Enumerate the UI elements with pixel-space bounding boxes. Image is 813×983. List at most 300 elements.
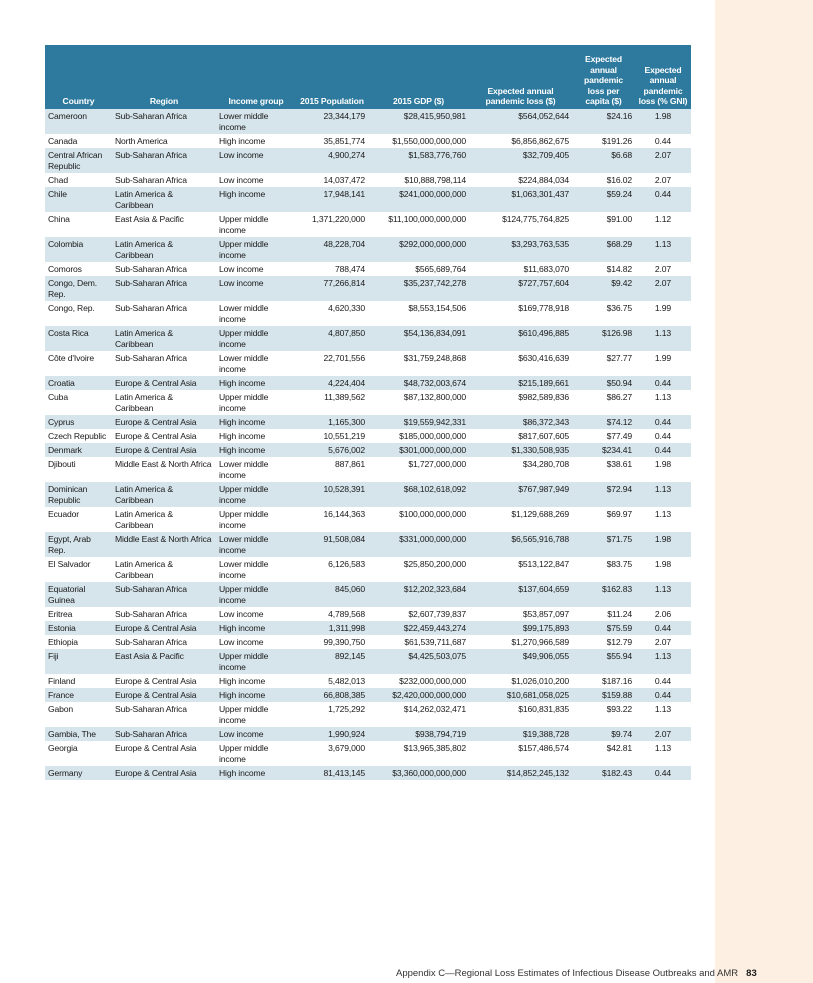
table-row xyxy=(45,429,691,443)
cell-region: Latin America & Caribbean xyxy=(112,187,216,212)
header-region: Region xyxy=(112,45,216,109)
cell-gdp: $100,000,000,000 xyxy=(368,507,469,532)
cell-country: Côte d'Ivoire xyxy=(45,351,112,376)
cell-income-group: Upper middle income xyxy=(216,326,296,351)
cell-loss-per-capita: $42.81 xyxy=(572,741,635,766)
cell-country: Equatorial Guinea xyxy=(45,582,112,607)
cell-region: Sub-Saharan Africa xyxy=(112,727,216,741)
cell-population: 81,413,145 xyxy=(296,766,368,780)
cell-loss-gni: 0.44 xyxy=(635,429,691,443)
cell-expected-loss: $157,486,574 xyxy=(469,741,572,766)
cell-region: North America xyxy=(112,134,216,148)
cell-loss-per-capita: $24.16 xyxy=(572,109,635,134)
cell-loss-per-capita: $187.16 xyxy=(572,674,635,688)
table-row xyxy=(45,148,691,173)
cell-expected-loss: $99,175,893 xyxy=(469,621,572,635)
cell-expected-loss: $215,189,661 xyxy=(469,376,572,390)
cell-gdp: $35,237,742,278 xyxy=(368,276,469,301)
cell-country: Cyprus xyxy=(45,415,112,429)
cell-population: 4,789,568 xyxy=(296,607,368,621)
cell-expected-loss: $11,683,070 xyxy=(469,262,572,276)
cell-region: Sub-Saharan Africa xyxy=(112,301,216,326)
cell-income-group: Lower middle income xyxy=(216,532,296,557)
cell-loss-gni: 1.13 xyxy=(635,507,691,532)
table-row xyxy=(45,532,691,557)
cell-country: France xyxy=(45,688,112,702)
cell-region: Latin America & Caribbean xyxy=(112,390,216,415)
cell-loss-gni: 2.07 xyxy=(635,262,691,276)
cell-loss-gni: 0.44 xyxy=(635,415,691,429)
cell-loss-per-capita: $69.97 xyxy=(572,507,635,532)
cell-country: Finland xyxy=(45,674,112,688)
table-row xyxy=(45,607,691,621)
cell-region: Sub-Saharan Africa xyxy=(112,607,216,621)
cell-expected-loss: $982,589,836 xyxy=(469,390,572,415)
table-row xyxy=(45,376,691,390)
cell-population: 14,037,472 xyxy=(296,173,368,187)
cell-income-group: Low income xyxy=(216,173,296,187)
table-row xyxy=(45,457,691,482)
cell-loss-per-capita: $36.75 xyxy=(572,301,635,326)
table-row xyxy=(45,237,691,262)
cell-population: 77,266,814 xyxy=(296,276,368,301)
cell-gdp: $31,759,248,868 xyxy=(368,351,469,376)
cell-country: Chile xyxy=(45,187,112,212)
table-row xyxy=(45,727,691,741)
cell-expected-loss: $10,681,058,025 xyxy=(469,688,572,702)
cell-gdp: $331,000,000,000 xyxy=(368,532,469,557)
table-row xyxy=(45,443,691,457)
cell-income-group: High income xyxy=(216,766,296,780)
cell-population: 1,311,998 xyxy=(296,621,368,635)
cell-population: 1,371,220,000 xyxy=(296,212,368,237)
cell-gdp: $61,539,711,687 xyxy=(368,635,469,649)
cell-expected-loss: $137,604,659 xyxy=(469,582,572,607)
table-row xyxy=(45,557,691,582)
cell-gdp: $301,000,000,000 xyxy=(368,443,469,457)
cell-expected-loss: $767,987,949 xyxy=(469,482,572,507)
cell-loss-gni: 1.13 xyxy=(635,326,691,351)
table-row xyxy=(45,649,691,674)
cell-population: 845,060 xyxy=(296,582,368,607)
cell-income-group: High income xyxy=(216,429,296,443)
cell-country: Djibouti xyxy=(45,457,112,482)
cell-loss-gni: 0.44 xyxy=(635,674,691,688)
table-header-row xyxy=(45,45,691,109)
cell-expected-loss: $1,063,301,437 xyxy=(469,187,572,212)
cell-loss-per-capita: $16.02 xyxy=(572,173,635,187)
cell-income-group: Upper middle income xyxy=(216,237,296,262)
cell-expected-loss: $34,280,708 xyxy=(469,457,572,482)
cell-loss-per-capita: $68.29 xyxy=(572,237,635,262)
cell-region: Latin America & Caribbean xyxy=(112,557,216,582)
cell-region: Europe & Central Asia xyxy=(112,674,216,688)
cell-loss-per-capita: $27.77 xyxy=(572,351,635,376)
cell-income-group: Upper middle income xyxy=(216,649,296,674)
cell-loss-gni: 1.13 xyxy=(635,582,691,607)
table-row xyxy=(45,507,691,532)
cell-loss-gni: 1.99 xyxy=(635,301,691,326)
cell-gdp: $10,888,798,114 xyxy=(368,173,469,187)
cell-gdp: $8,553,154,506 xyxy=(368,301,469,326)
cell-population: 1,725,292 xyxy=(296,702,368,727)
page-number: 83 xyxy=(746,968,757,979)
cell-loss-gni: 0.44 xyxy=(635,688,691,702)
cell-region: Europe & Central Asia xyxy=(112,688,216,702)
cell-population: 48,228,704 xyxy=(296,237,368,262)
cell-loss-per-capita: $86.27 xyxy=(572,390,635,415)
cell-loss-gni: 0.44 xyxy=(635,621,691,635)
page-footer xyxy=(396,968,757,979)
cell-country: Congo, Rep. xyxy=(45,301,112,326)
cell-region: Sub-Saharan Africa xyxy=(112,173,216,187)
cell-expected-loss: $1,270,966,589 xyxy=(469,635,572,649)
cell-gdp: $54,136,834,091 xyxy=(368,326,469,351)
header-income-group: Income group xyxy=(216,45,296,109)
cell-loss-per-capita: $74.12 xyxy=(572,415,635,429)
cell-loss-per-capita: $162.83 xyxy=(572,582,635,607)
cell-expected-loss: $53,857,097 xyxy=(469,607,572,621)
cell-loss-gni: 0.44 xyxy=(635,766,691,780)
cell-loss-gni: 0.44 xyxy=(635,443,691,457)
cell-population: 23,344,179 xyxy=(296,109,368,134)
cell-country: Chad xyxy=(45,173,112,187)
cell-loss-per-capita: $126.98 xyxy=(572,326,635,351)
cell-income-group: Upper middle income xyxy=(216,582,296,607)
cell-country: Fiji xyxy=(45,649,112,674)
cell-gdp: $232,000,000,000 xyxy=(368,674,469,688)
cell-expected-loss: $564,052,644 xyxy=(469,109,572,134)
cell-loss-gni: 2.07 xyxy=(635,635,691,649)
cell-income-group: High income xyxy=(216,674,296,688)
cell-loss-per-capita: $182.43 xyxy=(572,766,635,780)
cell-population: 10,551,219 xyxy=(296,429,368,443)
cell-loss-per-capita: $38.61 xyxy=(572,457,635,482)
cell-income-group: Low income xyxy=(216,607,296,621)
cell-loss-per-capita: $91.00 xyxy=(572,212,635,237)
cell-region: Europe & Central Asia xyxy=(112,429,216,443)
cell-population: 16,144,363 xyxy=(296,507,368,532)
cell-region: Europe & Central Asia xyxy=(112,415,216,429)
cell-gdp: $3,360,000,000,000 xyxy=(368,766,469,780)
table-row xyxy=(45,415,691,429)
cell-income-group: High income xyxy=(216,688,296,702)
cell-region: Latin America & Caribbean xyxy=(112,237,216,262)
cell-income-group: High income xyxy=(216,415,296,429)
header-loss-per-capita: Expected annual pandemic loss per capita ($) xyxy=(572,45,635,109)
cell-region: Sub-Saharan Africa xyxy=(112,635,216,649)
cell-gdp: $28,415,950,981 xyxy=(368,109,469,134)
cell-expected-loss: $19,388,728 xyxy=(469,727,572,741)
cell-country: Denmark xyxy=(45,443,112,457)
cell-expected-loss: $1,330,508,935 xyxy=(469,443,572,457)
cell-loss-per-capita: $234.41 xyxy=(572,443,635,457)
cell-loss-gni: 0.44 xyxy=(635,187,691,212)
cell-loss-gni: 1.13 xyxy=(635,702,691,727)
cell-income-group: Upper middle income xyxy=(216,702,296,727)
cell-loss-per-capita: $14.82 xyxy=(572,262,635,276)
cell-loss-gni: 1.98 xyxy=(635,532,691,557)
cell-expected-loss: $727,757,604 xyxy=(469,276,572,301)
cell-loss-gni: 1.13 xyxy=(635,390,691,415)
cell-expected-loss: $124,775,764,825 xyxy=(469,212,572,237)
cell-gdp: $87,132,800,000 xyxy=(368,390,469,415)
table-row xyxy=(45,635,691,649)
table-row xyxy=(45,212,691,237)
cell-expected-loss: $513,122,847 xyxy=(469,557,572,582)
cell-population: 4,900,274 xyxy=(296,148,368,173)
table-row xyxy=(45,688,691,702)
cell-loss-gni: 1.13 xyxy=(635,237,691,262)
table-row xyxy=(45,482,691,507)
cell-gdp: $565,689,764 xyxy=(368,262,469,276)
cell-country: Dominican Republic xyxy=(45,482,112,507)
cell-income-group: Upper middle income xyxy=(216,482,296,507)
cell-loss-per-capita: $83.75 xyxy=(572,557,635,582)
cell-income-group: Low income xyxy=(216,276,296,301)
cell-income-group: Lower middle income xyxy=(216,457,296,482)
cell-income-group: Low income xyxy=(216,262,296,276)
cell-region: Sub-Saharan Africa xyxy=(112,582,216,607)
cell-region: Sub-Saharan Africa xyxy=(112,109,216,134)
cell-loss-gni: 1.13 xyxy=(635,741,691,766)
cell-country: Gabon xyxy=(45,702,112,727)
cell-loss-gni: 2.07 xyxy=(635,727,691,741)
footer-text: Appendix C—Regional Loss Estimates of Infectious Disease Outbreaks and AMR xyxy=(396,968,739,979)
cell-income-group: High income xyxy=(216,443,296,457)
table-row xyxy=(45,674,691,688)
cell-region: East Asia & Pacific xyxy=(112,649,216,674)
table-row xyxy=(45,766,691,780)
cell-income-group: Upper middle income xyxy=(216,741,296,766)
cell-expected-loss: $224,884,034 xyxy=(469,173,572,187)
table-row xyxy=(45,390,691,415)
cell-expected-loss: $6,565,916,788 xyxy=(469,532,572,557)
cell-region: Europe & Central Asia xyxy=(112,443,216,457)
cell-country: Ecuador xyxy=(45,507,112,532)
cell-population: 892,145 xyxy=(296,649,368,674)
cell-region: Latin America & Caribbean xyxy=(112,326,216,351)
cell-expected-loss: $49,906,055 xyxy=(469,649,572,674)
cell-loss-per-capita: $71.75 xyxy=(572,532,635,557)
table-row xyxy=(45,326,691,351)
cell-gdp: $13,965,385,802 xyxy=(368,741,469,766)
header-loss-gni: Expected annual pandemic loss (% GNI) xyxy=(635,45,691,109)
cell-income-group: High income xyxy=(216,187,296,212)
cell-loss-gni: 1.98 xyxy=(635,557,691,582)
cell-income-group: Lower middle income xyxy=(216,301,296,326)
cell-region: Sub-Saharan Africa xyxy=(112,148,216,173)
cell-region: Europe & Central Asia xyxy=(112,741,216,766)
cell-loss-per-capita: $50.94 xyxy=(572,376,635,390)
cell-loss-gni: 2.07 xyxy=(635,148,691,173)
cell-country: Central African Republic xyxy=(45,148,112,173)
cell-loss-gni: 2.07 xyxy=(635,276,691,301)
cell-population: 4,224,404 xyxy=(296,376,368,390)
cell-population: 5,482,013 xyxy=(296,674,368,688)
cell-loss-gni: 1.99 xyxy=(635,351,691,376)
cell-country: Estonia xyxy=(45,621,112,635)
cell-loss-gni: 2.07 xyxy=(635,173,691,187)
cell-loss-per-capita: $93.22 xyxy=(572,702,635,727)
side-color-band xyxy=(715,0,813,983)
cell-country: Croatia xyxy=(45,376,112,390)
cell-expected-loss: $3,293,763,535 xyxy=(469,237,572,262)
cell-loss-gni: 1.13 xyxy=(635,482,691,507)
table-row xyxy=(45,262,691,276)
table-body xyxy=(45,109,691,780)
cell-gdp: $68,102,618,092 xyxy=(368,482,469,507)
cell-region: Latin America & Caribbean xyxy=(112,507,216,532)
cell-loss-per-capita: $6.68 xyxy=(572,148,635,173)
cell-income-group: High income xyxy=(216,621,296,635)
cell-gdp: $14,262,032,471 xyxy=(368,702,469,727)
cell-country: Comoros xyxy=(45,262,112,276)
cell-expected-loss: $630,416,639 xyxy=(469,351,572,376)
cell-gdp: $938,794,719 xyxy=(368,727,469,741)
cell-region: Latin America & Caribbean xyxy=(112,482,216,507)
table-row xyxy=(45,621,691,635)
header-population: 2015 Population xyxy=(296,45,368,109)
cell-country: Gambia, The xyxy=(45,727,112,741)
cell-country: Canada xyxy=(45,134,112,148)
cell-gdp: $22,459,443,274 xyxy=(368,621,469,635)
table-row xyxy=(45,702,691,727)
cell-region: Europe & Central Asia xyxy=(112,621,216,635)
cell-country: Germany xyxy=(45,766,112,780)
cell-loss-gni: 1.12 xyxy=(635,212,691,237)
cell-loss-per-capita: $12.79 xyxy=(572,635,635,649)
cell-income-group: Low income xyxy=(216,635,296,649)
table-row xyxy=(45,301,691,326)
cell-gdp: $48,732,003,674 xyxy=(368,376,469,390)
cell-population: 3,679,000 xyxy=(296,741,368,766)
cell-income-group: Low income xyxy=(216,727,296,741)
cell-region: Europe & Central Asia xyxy=(112,376,216,390)
cell-population: 5,676,002 xyxy=(296,443,368,457)
cell-country: Ethiopia xyxy=(45,635,112,649)
cell-income-group: Lower middle income xyxy=(216,557,296,582)
cell-expected-loss: $1,129,688,269 xyxy=(469,507,572,532)
cell-expected-loss: $14,852,245,132 xyxy=(469,766,572,780)
table-row xyxy=(45,276,691,301)
header-country: Country xyxy=(45,45,112,109)
cell-loss-per-capita: $77.49 xyxy=(572,429,635,443)
cell-loss-gni: 0.44 xyxy=(635,134,691,148)
cell-income-group: Low income xyxy=(216,148,296,173)
cell-loss-per-capita: $9.74 xyxy=(572,727,635,741)
cell-income-group: Lower middle income xyxy=(216,351,296,376)
table-row xyxy=(45,351,691,376)
cell-income-group: Upper middle income xyxy=(216,212,296,237)
cell-gdp: $19,559,942,331 xyxy=(368,415,469,429)
cell-gdp: $12,202,323,684 xyxy=(368,582,469,607)
cell-gdp: $1,727,000,000 xyxy=(368,457,469,482)
cell-gdp: $25,850,200,000 xyxy=(368,557,469,582)
cell-expected-loss: $610,496,885 xyxy=(469,326,572,351)
cell-population: 22,701,556 xyxy=(296,351,368,376)
table-row xyxy=(45,173,691,187)
cell-population: 10,528,391 xyxy=(296,482,368,507)
cell-region: Middle East & North Africa xyxy=(112,457,216,482)
table-row xyxy=(45,109,691,134)
header-expected-loss: Expected annual pandemic loss ($) xyxy=(469,45,572,109)
cell-country: Czech Republic xyxy=(45,429,112,443)
cell-country: Congo, Dem. Rep. xyxy=(45,276,112,301)
cell-gdp: $1,550,000,000,000 xyxy=(368,134,469,148)
cell-region: Sub-Saharan Africa xyxy=(112,702,216,727)
header-gdp: 2015 GDP ($) xyxy=(368,45,469,109)
cell-population: 99,390,750 xyxy=(296,635,368,649)
cell-expected-loss: $32,709,405 xyxy=(469,148,572,173)
cell-gdp: $292,000,000,000 xyxy=(368,237,469,262)
cell-gdp: $4,425,503,075 xyxy=(368,649,469,674)
table-row xyxy=(45,741,691,766)
loss-estimates-table xyxy=(45,45,691,780)
cell-loss-per-capita: $75.59 xyxy=(572,621,635,635)
cell-country: Georgia xyxy=(45,741,112,766)
cell-expected-loss: $86,372,343 xyxy=(469,415,572,429)
table-row xyxy=(45,187,691,212)
cell-population: 1,165,300 xyxy=(296,415,368,429)
cell-country: Cuba xyxy=(45,390,112,415)
cell-income-group: Upper middle income xyxy=(216,390,296,415)
table-row xyxy=(45,134,691,148)
cell-population: 4,807,850 xyxy=(296,326,368,351)
cell-country: El Salvador xyxy=(45,557,112,582)
cell-loss-per-capita: $191.26 xyxy=(572,134,635,148)
table-row xyxy=(45,582,691,607)
cell-expected-loss: $160,831,835 xyxy=(469,702,572,727)
cell-gdp: $2,420,000,000,000 xyxy=(368,688,469,702)
cell-loss-per-capita: $9.42 xyxy=(572,276,635,301)
cell-region: Sub-Saharan Africa xyxy=(112,276,216,301)
cell-country: Colombia xyxy=(45,237,112,262)
cell-population: 4,620,330 xyxy=(296,301,368,326)
cell-region: Sub-Saharan Africa xyxy=(112,262,216,276)
cell-population: 17,948,141 xyxy=(296,187,368,212)
cell-loss-per-capita: $55.94 xyxy=(572,649,635,674)
cell-loss-per-capita: $59.24 xyxy=(572,187,635,212)
cell-gdp: $11,100,000,000,000 xyxy=(368,212,469,237)
cell-country: Eritrea xyxy=(45,607,112,621)
cell-income-group: Upper middle income xyxy=(216,507,296,532)
cell-gdp: $241,000,000,000 xyxy=(368,187,469,212)
cell-gdp: $1,583,776,760 xyxy=(368,148,469,173)
cell-income-group: High income xyxy=(216,376,296,390)
cell-region: Europe & Central Asia xyxy=(112,766,216,780)
cell-region: Middle East & North Africa xyxy=(112,532,216,557)
cell-income-group: Lower middle income xyxy=(216,109,296,134)
cell-loss-gni: 0.44 xyxy=(635,376,691,390)
cell-country: Costa Rica xyxy=(45,326,112,351)
cell-gdp: $2,607,739,837 xyxy=(368,607,469,621)
cell-loss-gni: 2.06 xyxy=(635,607,691,621)
cell-income-group: High income xyxy=(216,134,296,148)
cell-loss-per-capita: $159.88 xyxy=(572,688,635,702)
cell-population: 91,508,084 xyxy=(296,532,368,557)
cell-expected-loss: $817,607,605 xyxy=(469,429,572,443)
cell-population: 11,389,562 xyxy=(296,390,368,415)
cell-country: Egypt, Arab Rep. xyxy=(45,532,112,557)
cell-expected-loss: $6,856,862,675 xyxy=(469,134,572,148)
cell-country: Cameroon xyxy=(45,109,112,134)
cell-expected-loss: $1,026,010,200 xyxy=(469,674,572,688)
cell-loss-gni: 1.13 xyxy=(635,649,691,674)
cell-region: Sub-Saharan Africa xyxy=(112,351,216,376)
cell-country: China xyxy=(45,212,112,237)
cell-loss-gni: 1.98 xyxy=(635,457,691,482)
